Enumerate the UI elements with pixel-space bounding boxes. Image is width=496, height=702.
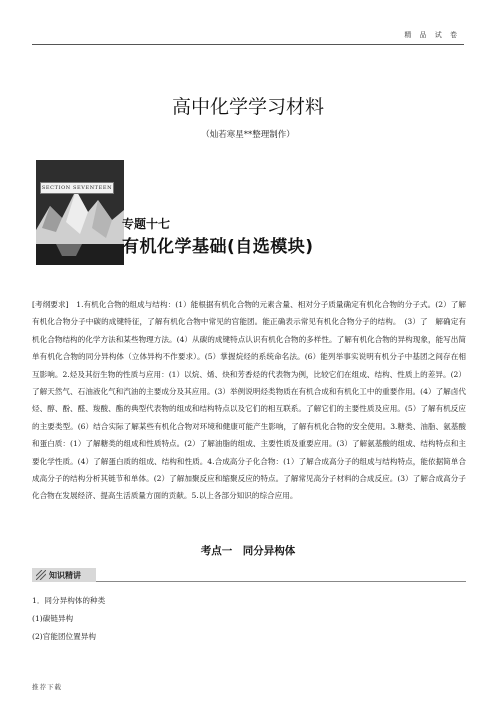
chapter-banner [36,160,464,265]
topic-title: 有机化学基础(自选模块) [122,237,314,257]
knowledge-rule [96,581,466,582]
page-subtitle: （灿若寒星**整理制作） [201,130,295,140]
banner-photo [36,160,124,265]
list-item: (1)碳链异构 [32,614,74,623]
footer-label: 推荐下载 [32,683,62,691]
knowledge-badge [32,568,96,582]
knowledge-section-header [32,568,466,582]
list-item: (2)官能团位置异构 [32,632,96,641]
kaodian-title: 考点一 同分异构体 [200,545,296,557]
page-title: 高中化学学习材料 [171,96,324,118]
list-heading: 1．同分异构体的种类 [32,596,106,605]
iceberg-image [36,160,124,265]
knowledge-label: 知识精讲 [49,570,81,580]
topic-number: 专题十七 [122,217,171,231]
header-label: 精 品 试 卷 [404,31,460,39]
exam-requirements: [考纲要求] 1.有机化合物的组成与结构：(1）能根据有机化合物的元素含量、相对分子质量确定有机化合物的分子式。(2）了解有机化合物分子中碳的成键特征，了解有机化合物中常见的官能团。能正确表示常见有机化合物分子的结构。 (3）了 解确定有机化合物结构的化学方法和某些物理方法。(4）从碳的成键特点认识有机化合物的多样性。了解有机化合物的异构现象，能写出简单有机化合物的同分异构体（立体异构不作要求）。(5）掌握烷烃的系统命名法。(6）能列举事实说明有机分子中基团之间存在相互影响。2.烃及其衍生物的性质与应用：(1）以烷、烯、炔和芳香烃的代表物为例，比较它们在组成、结构、性质上的差异。(2）了解天然气、石油液化气和汽油的主要成分及其应用。(3）举例说明烃类物质在有机合成和有机化工中的重要作用。(4）了解卤代烃、醇、酚、醛、羧酸、酯的典型代表物的组成和结构特点以及它们的相互联系。了解它们的主要性质及应用。(5）了解有机反应的主要类型。(6）结合实际了解某些有机化合物对环境和健康可能产生影响，了解有机化合物的安全使用。3.糖类、油脂、氨基酸和蛋白质：(1）了解糖类的组成和性质特点。(2）了解油脂的组成、主要性质及重要应用。(3）了解氨基酸的组成、结构特点和主要化学性质。(4）了解蛋白质的组成、结构和性质。4.合成高分子化合物：(1）了解合成高分子的组成与结构特点，能依据简单合成高分子的结构分析其链节和单体。(2）了解加聚反应和缩聚反应的特点。了解常见高分子材料的合成反应。(3）了解合成高分子化合物在发展经济、提高生活质量方面的贡献。5.以上各部分知识的综合应用。 [32,300,466,501]
header-rule [32,44,464,45]
isomer-list [32,592,466,646]
diagonal-stripes-icon [36,570,46,580]
section-tag: SECTION SEVENTEEN [40,182,114,194]
